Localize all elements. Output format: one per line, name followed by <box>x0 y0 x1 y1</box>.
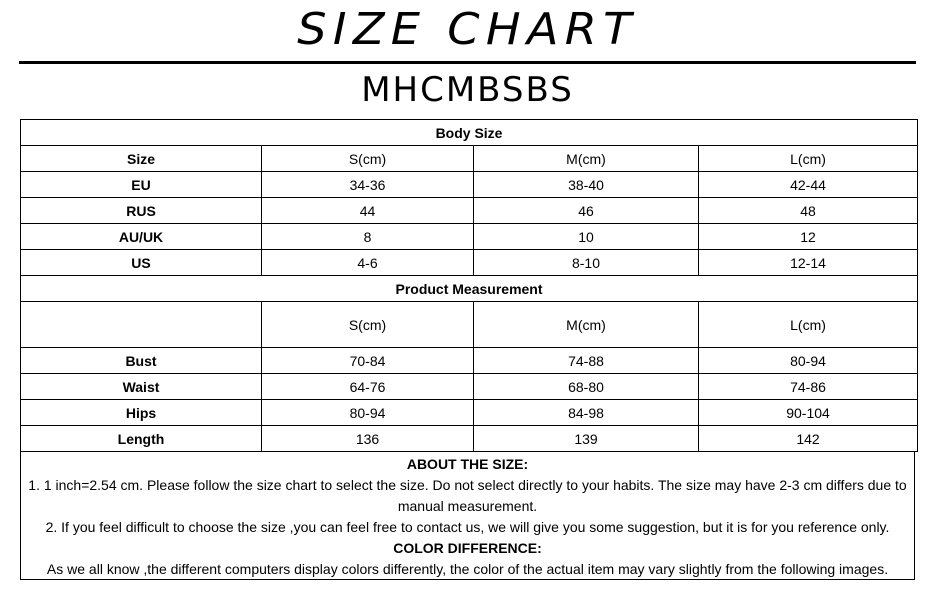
color-difference-note: As we all know ,the different computers display colors differently, the color of the actual item may vary slightly from the following images. <box>46 561 889 577</box>
row-label: Waist <box>21 374 262 400</box>
header-cell: M(cm) <box>474 146 699 172</box>
notes-box <box>20 451 915 580</box>
row-label: RUS <box>21 198 262 224</box>
header-cell <box>21 302 262 348</box>
product-measurement-heading: Product Measurement <box>21 276 918 302</box>
body-size-heading-row <box>21 120 918 146</box>
table-cell: 42-44 <box>699 172 918 198</box>
size-chart-table <box>20 119 918 452</box>
table-cell: 38-40 <box>474 172 699 198</box>
table-row <box>21 172 918 198</box>
about-size-note-2: 2. If you feel difficult to choose the size ,you can feel free to contact us, we will give you some suggestion, but it is for you reference only. <box>45 519 890 535</box>
page-title: SIZE CHART <box>297 4 638 55</box>
table-cell: 136 <box>262 426 474 452</box>
row-label: AU/UK <box>21 224 262 250</box>
row-label: US <box>21 250 262 276</box>
table-cell: 12 <box>699 224 918 250</box>
table-cell: 70-84 <box>262 348 474 374</box>
table-cell: 48 <box>699 198 918 224</box>
table-cell: 90-104 <box>699 400 918 426</box>
table-cell: 68-80 <box>474 374 699 400</box>
table-cell: 84-98 <box>474 400 699 426</box>
table-cell: 12-14 <box>699 250 918 276</box>
product-measurement-header-row <box>21 302 918 348</box>
header-cell: S(cm) <box>262 146 474 172</box>
header-cell: L(cm) <box>699 302 918 348</box>
table-cell: 46 <box>474 198 699 224</box>
header-cell: L(cm) <box>699 146 918 172</box>
brand-name: MHCMBSBS <box>361 70 574 110</box>
table-cell: 80-94 <box>262 400 474 426</box>
table-cell: 142 <box>699 426 918 452</box>
header-cell: Size <box>21 146 262 172</box>
body-size-header-row <box>21 146 918 172</box>
table-row <box>21 426 918 452</box>
table-cell: 8-10 <box>474 250 699 276</box>
table-row <box>21 348 918 374</box>
title-divider <box>19 61 916 64</box>
product-measurement-heading-row <box>21 276 918 302</box>
body-size-heading: Body Size <box>21 120 918 146</box>
table-row <box>21 400 918 426</box>
table-row <box>21 374 918 400</box>
row-label: Hips <box>21 400 262 426</box>
table-cell: 34-36 <box>262 172 474 198</box>
table-row <box>21 224 918 250</box>
table-cell: 139 <box>474 426 699 452</box>
table-cell: 74-88 <box>474 348 699 374</box>
row-label: EU <box>21 172 262 198</box>
table-cell: 74-86 <box>699 374 918 400</box>
table-cell: 80-94 <box>699 348 918 374</box>
color-difference-heading: COLOR DIFFERENCE: <box>393 540 542 556</box>
table-cell: 10 <box>474 224 699 250</box>
table-row <box>21 250 918 276</box>
row-label: Bust <box>21 348 262 374</box>
table-cell: 64-76 <box>262 374 474 400</box>
table-cell: 44 <box>262 198 474 224</box>
header-cell: M(cm) <box>474 302 699 348</box>
about-size-heading: ABOUT THE SIZE: <box>406 456 529 472</box>
table-cell: 8 <box>262 224 474 250</box>
about-size-note-1: 1. 1 inch=2.54 cm. Please follow the size chart to select the size. Do not select directly to your habits. The size may have 2-3 cm differs due to manual measurement. <box>28 477 907 514</box>
row-label: Length <box>21 426 262 452</box>
table-cell: 4-6 <box>262 250 474 276</box>
table-row <box>21 198 918 224</box>
header-cell: S(cm) <box>262 302 474 348</box>
